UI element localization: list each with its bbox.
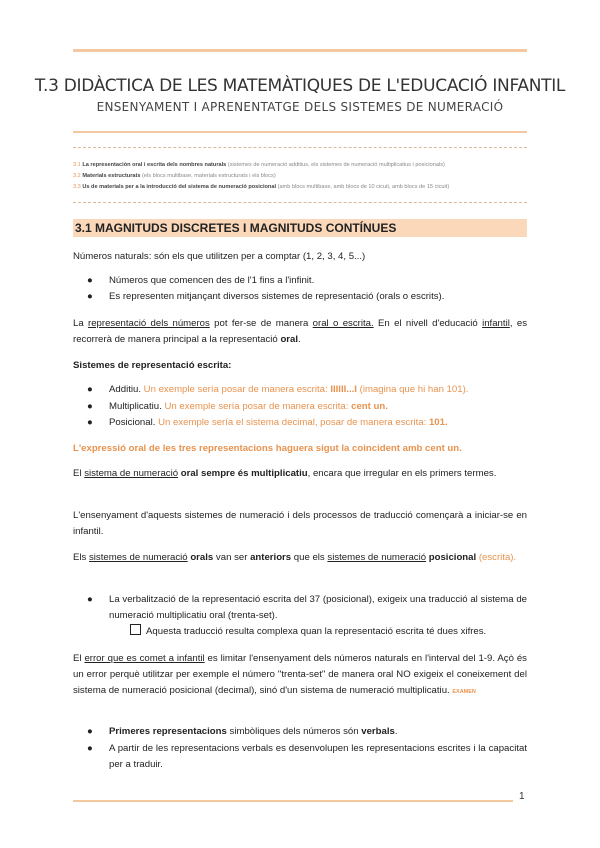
toc-bottom-divider — [73, 202, 527, 203]
list-item: ● Números que comencen des de l'1 fins a l'infinit. — [93, 273, 527, 289]
bullet-icon: ● — [87, 594, 93, 605]
list-item: ● A partir de les representacions verbals es desenvolupen les representacions escrites i la capacitat per a traduir. — [87, 743, 527, 770]
list-item: ● Es representen mitjançant diversos sistemes de representació (orals o escrits). — [93, 289, 527, 305]
toc-item: 3.2 Materials estructurats (els blocs multibase, materials estructurats i els blocs) — [73, 173, 276, 179]
exam-tag: EXAMEN — [452, 689, 476, 695]
list-item: ● Additiu. Un exemple sería posar de manera escrita: IIIIII...I (imagina que hi han 101). — [93, 382, 527, 398]
systems-heading: Sistemes de representació escrita: — [73, 360, 232, 371]
top-rule — [73, 49, 527, 52]
section-heading: 3.1 MAGNITUDS DISCRETES I MAGNITUDS CONTÍNUES — [73, 219, 527, 237]
bullet-icon: ● — [87, 726, 93, 737]
bullet-icon: ● — [87, 275, 93, 286]
checkbox-icon — [130, 624, 141, 635]
intro-paragraph: Números naturals: són els que utilitzen per a comptar (1, 2, 3, 4, 5...) — [73, 251, 366, 262]
bullet-icon: ● — [87, 291, 93, 302]
footer-rule — [73, 800, 513, 802]
anterior-paragraph: Els sistemes de numeració orals van ser anteriors que els sistemes de numeració posicional (escrita). — [73, 552, 517, 563]
bullet-icon: ● — [87, 401, 93, 412]
document-subtitle: ENSENYAMENT I APRENENTATGE DELS SISTEMES DE NUMERACIÓ — [96, 100, 504, 114]
toc-top-divider — [73, 147, 527, 148]
document-title: T.3 DIDÀCTICA DE LES MATEMÀTIQUES DE L'EDUCACIÓ INFANTIL — [34, 76, 566, 96]
title-underline — [73, 131, 527, 133]
teaching-paragraph: L'ensenyament d'aquests sistemes de numeració i dels processos de traducció començarà a iniciar-se en infantil. — [73, 510, 527, 537]
toc-item: 3.3 Us de materials per a la introducció del sistema de numeració posicional (amb blocs multibase, amb blocs de 10 cicuit, amb blocs de 15 cicuit) — [73, 184, 450, 190]
representation-paragraph: La representació dels números pot fer-se de manera oral o escrita. En el nivell d'educació infantil, es recorrerà de manera principal a la representació oral. — [73, 318, 527, 345]
list-item: ● Primeres representacions simbòliques dels números són verbals. — [93, 724, 527, 740]
oral-note: L'expressió oral de les tres representacions haguera sigut la coincident amb cent un. — [73, 443, 462, 454]
bullet-icon: ● — [87, 743, 93, 754]
list-item: ● Posicional. Un exemple sería el sistema decimal, posar de manera escrita: 101. — [93, 415, 527, 431]
list-item: ● La verbalització de la representació escrita del 37 (posicional), exigeix una traducció al sistema de numeració multiplicatiu oral (trenta-set). — [87, 594, 527, 621]
toc-item: 3.1 La representación oral i escrita dels nombres naturals (sistemes de numeració additius, els sistemes de numeració multiplicatius i posicionals) — [73, 162, 445, 168]
bullet-icon: ● — [87, 384, 93, 395]
oral-system-paragraph: El sistema de numeració oral sempre és multiplicatiu, encara que irregular en els primers termes. — [73, 468, 497, 479]
list-item: ● Multiplicatiu. Un exemple sería posar de manera escrita: cent un. — [93, 399, 527, 415]
checkbox-item: Aquesta traducció resulta complexa quan la representació escrita té dues xifres. — [130, 624, 486, 640]
page-number: 1 — [519, 791, 525, 802]
error-paragraph: El error que es comet a infantil es limitar l'ensenyament dels números naturals en l'interval del 1-9. Açò és un error perquè utilitzar per exemple el número "trenta-set" de manera oral NO exigeix el coneixement del sistema de numeració posicional (decimal), sinó d'un sistema de numeració multiplicatiu. EXAMEN — [73, 653, 527, 696]
bullet-icon: ● — [87, 417, 93, 428]
